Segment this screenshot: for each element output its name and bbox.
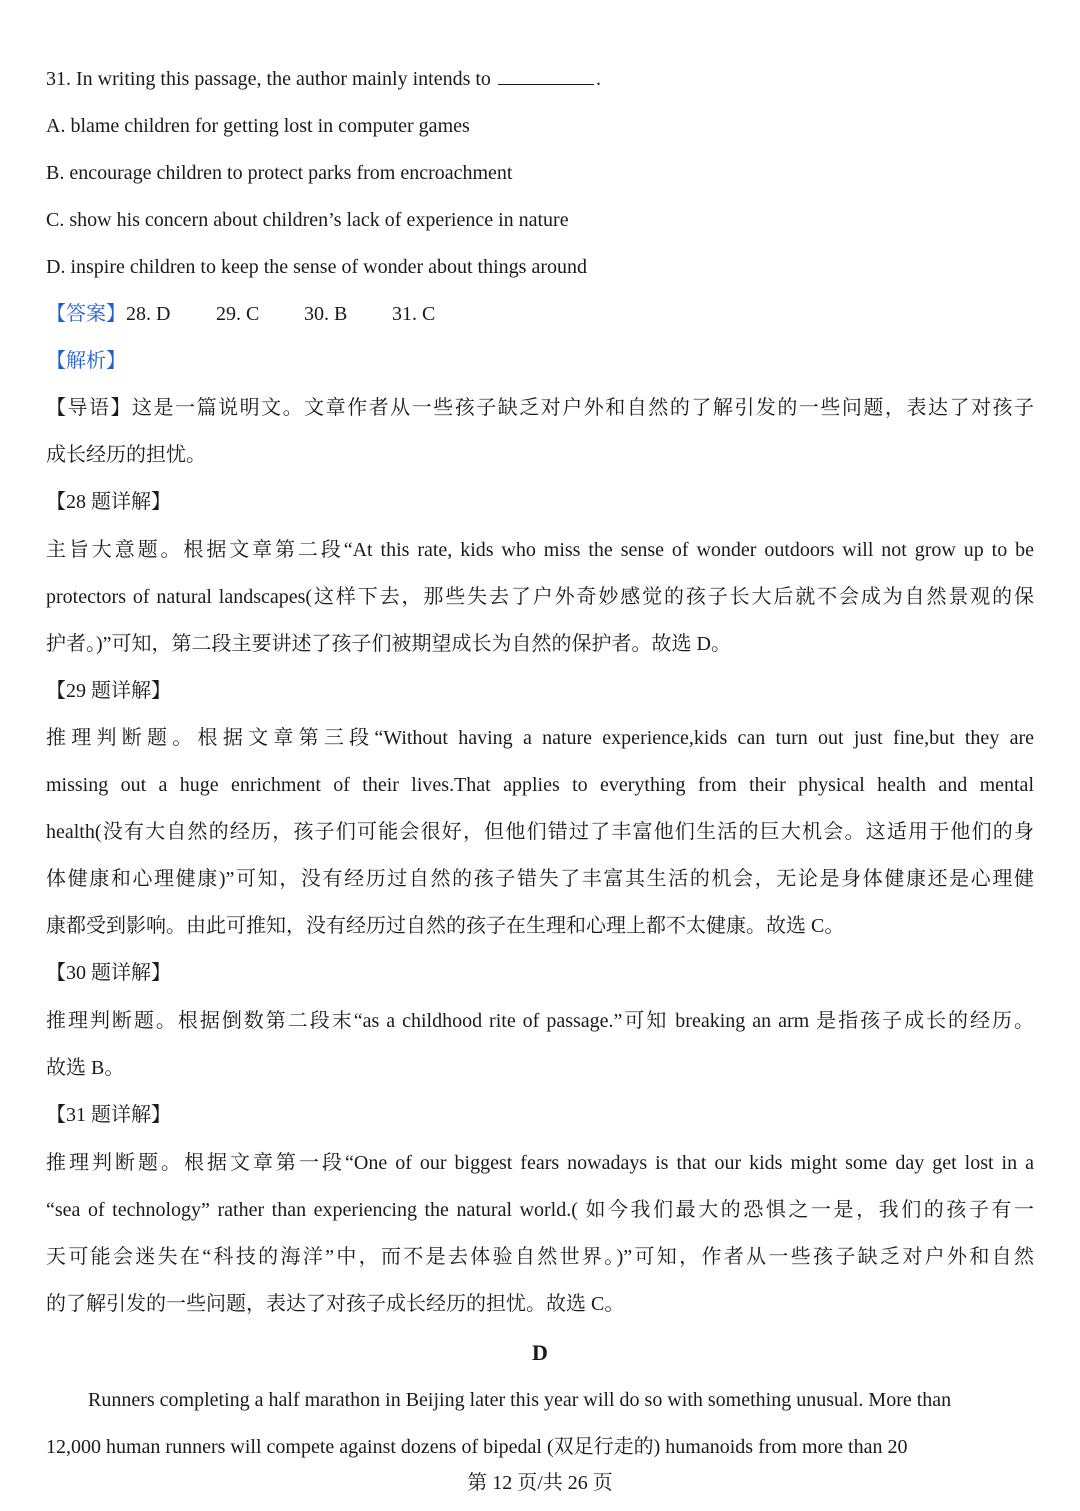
answer-item: 30. B <box>304 303 348 325</box>
detail-28-line: 护者。)”可知，第二段主要讲述了孩子们被期望成长为自然的保护者。故选 D。 <box>46 633 731 655</box>
detail-31-line: 的了解引发的一些问题，表达了对孩子成长经历的担忧。故选 C。 <box>46 1293 625 1315</box>
q31-stem-text: 31. In writing this passage, the author mainly intends to <box>46 68 491 90</box>
detail-28-line: 主旨大意题。根据文章第二段“At this rate, kids who miss the sense of wonder outdoors will not grow up to be <box>46 539 1034 561</box>
detail-31-title: 【31 题详解】 <box>46 1104 171 1126</box>
detail-29-title: 【29 题详解】 <box>46 680 171 702</box>
q31-option-b: B. encourage children to protect parks from encroachment <box>46 162 513 184</box>
detail-31-line: 推理判断题。根据文章第一段“One of our biggest fears nowadays is that our kids might some day get lost in a <box>46 1152 1034 1174</box>
analysis-label: 【解析】 <box>46 350 126 372</box>
detail-30-line: 推理判断题。根据倒数第二段末“as a childhood rite of passage.”可知 breaking an arm 是指孩子成长的经历。 <box>46 1010 1034 1032</box>
detail-30-line: 故选 B。 <box>46 1057 125 1079</box>
page-footer: 第 12 页/共 26 页 <box>467 1472 613 1494</box>
intro-line: 【导语】这是一篇说明文。文章作者从一些孩子缺乏对户外和自然的了解引发的一些问题，表达了对孩子 <box>46 397 1034 419</box>
detail-29-line: 康都受到影响。由此可推知，没有经历过自然的孩子在生理和心理上都不太健康。故选 C。 <box>46 915 845 937</box>
section-d-line: 12,000 human runners will compete against dozens of bipedal (双足行走的) humanoids from more than 20 <box>46 1436 908 1458</box>
detail-28-title: 【28 题详解】 <box>46 491 171 513</box>
q31-option-d: D. inspire children to keep the sense of wonder about things around <box>46 256 587 278</box>
q31-stem-suffix: . <box>595 68 601 90</box>
answer-item: 29. C <box>216 303 260 325</box>
detail-28-line: protectors of natural landscapes(这样下去，那些失去了户外奇妙感觉的孩子长大后就不会成为自然景观的保 <box>46 586 1034 608</box>
q31-option-c: C. show his concern about children’s lack of experience in nature <box>46 209 569 231</box>
intro-line: 成长经历的担忧。 <box>46 444 206 466</box>
detail-29-line: 推理判断题。根据文章第三段“Without having a nature experience,kids can turn out just fine,but they are <box>46 727 1034 749</box>
q31-option-a: A. blame children for getting lost in computer games <box>46 115 470 137</box>
detail-29-line: health(没有大自然的经历，孩子们可能会很好，但他们错过了丰富他们生活的巨大机会。这适用于他们的身 <box>46 821 1034 843</box>
detail-30-title: 【30 题详解】 <box>46 962 171 984</box>
answer-line <box>46 301 435 327</box>
section-d-heading: D <box>532 1340 548 1365</box>
q31-blank <box>498 66 594 85</box>
detail-31-line: 天可能会迷失在“科技的海洋”中，而不是去体验自然世界。)”可知，作者从一些孩子缺乏对户外和自然 <box>46 1246 1034 1268</box>
detail-29-line: missing out a huge enrichment of their lives.That applies to everything from their physical health and mental <box>46 774 1034 796</box>
q31-stem <box>46 66 601 92</box>
answer-item: 28. D <box>126 303 171 325</box>
detail-31-line: “sea of technology” rather than experiencing the natural world.( 如今我们最大的恐惧之一是，我们的孩子有一 <box>46 1199 1034 1221</box>
answer-item: 31. C <box>392 303 436 325</box>
answer-label: 【答案】 <box>46 303 126 325</box>
detail-29-line: 体健康和心理健康)”可知，没有经历过自然的孩子错失了丰富其生活的机会，无论是身体健康还是心理健 <box>46 868 1034 890</box>
section-d-line: Runners completing a half marathon in Beijing later this year will do so with something unusual. More than <box>88 1389 952 1411</box>
